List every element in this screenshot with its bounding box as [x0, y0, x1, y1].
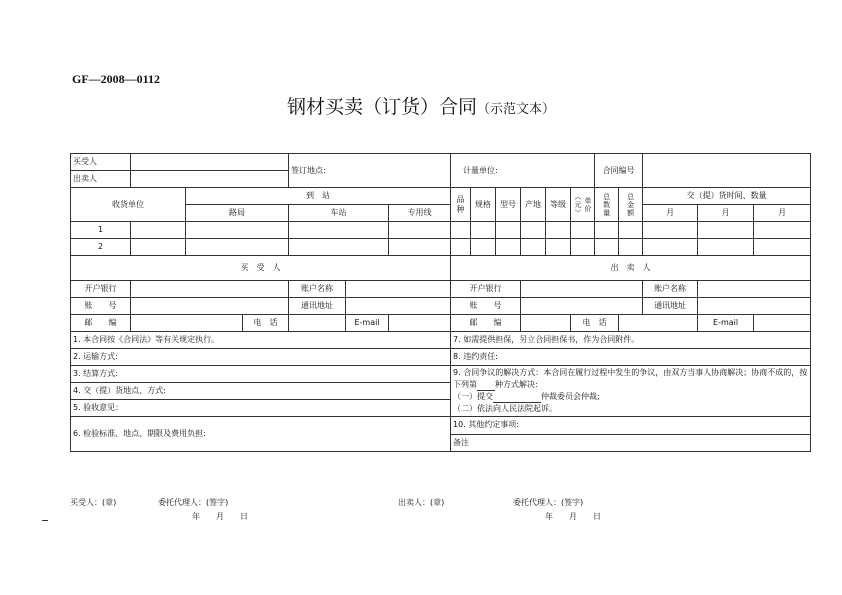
seller-email-label: E-mail	[698, 315, 754, 332]
term-6[interactable]: 6. 检验标准、地点、期限及费用负担:	[71, 417, 451, 452]
table-row	[71, 222, 811, 239]
month-cell[interactable]	[698, 222, 754, 239]
receiving-unit-cell[interactable]	[131, 222, 186, 239]
total-amount-cell[interactable]	[619, 239, 643, 256]
railway-cell[interactable]	[186, 239, 289, 256]
seller-account-name-field[interactable]	[698, 281, 811, 298]
line-cell[interactable]	[389, 239, 451, 256]
seller-section-title: 出 卖 人	[451, 256, 811, 281]
grade-cell[interactable]	[546, 239, 571, 256]
term-9-option-1b: 仲裁委员会仲裁;	[541, 392, 600, 401]
railway-header: 路局	[186, 205, 289, 222]
railway-cell[interactable]	[186, 222, 289, 239]
seller-agent-label: 委托代理人：(签字)	[513, 498, 584, 507]
title-main: 钢材买卖（订货）合同	[286, 96, 477, 118]
origin-cell[interactable]	[521, 222, 546, 239]
month-header-3: 月	[754, 205, 811, 222]
term-8[interactable]: 8. 违约责任:	[451, 349, 811, 366]
month-cell[interactable]	[754, 222, 811, 239]
price-cell[interactable]	[571, 222, 595, 239]
seller-phone-field[interactable]	[619, 315, 698, 332]
term-9-text: 9. 合同争议的解决方式：本合同在履行过程中发生的争议，由双方当事人协商解决；协商不成的，按下列第	[453, 368, 808, 389]
term-9-option-1: （一）提交	[453, 392, 494, 401]
buyer-address-field[interactable]	[346, 298, 451, 315]
price-header	[571, 188, 595, 222]
buyer-seal-label: 买受人：(章)	[70, 498, 117, 507]
spec-cell[interactable]	[471, 222, 496, 239]
buyer-email-field[interactable]	[389, 315, 451, 332]
term-5[interactable]: 5. 验收意见：	[71, 400, 451, 417]
row-number: 2	[71, 239, 131, 256]
receiving-unit-header: 收货单位	[71, 188, 186, 222]
model-header: 型号	[496, 188, 521, 222]
month-cell[interactable]	[643, 222, 698, 239]
total-qty-header-text: 总数量	[602, 192, 611, 217]
document-code: GF—2008—0112	[72, 72, 161, 86]
term-9-blank[interactable]	[477, 382, 495, 391]
spec-header: 规格	[471, 188, 496, 222]
buyer-account-name-field[interactable]	[346, 281, 451, 298]
remark[interactable]: 备注	[451, 434, 811, 452]
buyer-bank-label: 开户银行	[71, 281, 131, 298]
seller-postcode-field[interactable]	[521, 315, 571, 332]
term-9[interactable]	[451, 366, 811, 417]
station-cell[interactable]	[289, 222, 389, 239]
seller-bank-label: 开户银行	[451, 281, 521, 298]
term-3[interactable]: 3. 结算方式:	[71, 366, 451, 383]
variety-header: 品种	[451, 188, 471, 222]
buyer-phone-field[interactable]	[289, 315, 346, 332]
table-row	[71, 239, 811, 256]
model-cell[interactable]	[496, 222, 521, 239]
contract-no-label: 合同编号	[595, 154, 643, 188]
sign-place-label: 签订地点:	[289, 154, 451, 188]
seller-seal-label: 出卖人：(章)	[398, 498, 445, 507]
month-header-1: 月	[643, 205, 698, 222]
seller-account-no-label: 账 号	[451, 298, 521, 315]
buyer-section-title: 买 受 人	[71, 256, 451, 281]
contract-no-field[interactable]	[643, 154, 811, 188]
line-cell[interactable]	[389, 222, 451, 239]
month-cell[interactable]	[643, 239, 698, 256]
buyer-postcode-field[interactable]	[131, 315, 243, 332]
seller-account-no-field[interactable]	[521, 298, 643, 315]
seller-address-label: 通讯地址	[643, 298, 698, 315]
term-9-text-b: 种方式解决:	[495, 380, 538, 389]
total-qty-cell[interactable]	[595, 239, 619, 256]
seller-email-field[interactable]	[754, 315, 811, 332]
document-title	[0, 92, 842, 119]
buyer-field[interactable]	[131, 154, 289, 171]
unit-label: 计量单位:	[451, 154, 595, 188]
grade-cell[interactable]	[546, 222, 571, 239]
variety-cell[interactable]	[451, 222, 471, 239]
month-cell[interactable]	[698, 239, 754, 256]
seller-date-label: 年 月 日	[545, 512, 601, 521]
receiving-unit-cell[interactable]	[131, 239, 186, 256]
total-qty-cell[interactable]	[595, 222, 619, 239]
term-1: 1. 本合同按《合同法》等有关规定执行。	[71, 332, 451, 349]
term-2[interactable]: 2. 运输方式:	[71, 349, 451, 366]
buyer-bank-field[interactable]	[131, 281, 289, 298]
total-amount-header	[619, 188, 643, 222]
month-cell[interactable]	[754, 239, 811, 256]
seller-label: 出卖人	[71, 171, 131, 188]
total-amount-header-text: 总金额	[626, 192, 635, 217]
seller-postcode-label: 邮 编	[451, 315, 521, 332]
buyer-account-no-label: 账 号	[71, 298, 131, 315]
seller-bank-field[interactable]	[521, 281, 643, 298]
total-amount-cell[interactable]	[619, 222, 643, 239]
buyer-date-label: 年 月 日	[192, 512, 248, 521]
buyer-account-name-label: 账户名称	[289, 281, 346, 298]
total-qty-header	[595, 188, 619, 222]
station-header: 车站	[289, 205, 389, 222]
term-9-option-2: （二）依法向人民法院起诉。	[453, 404, 558, 413]
origin-cell[interactable]	[521, 239, 546, 256]
grade-header: 等级	[546, 188, 571, 222]
contract-table	[70, 153, 811, 452]
origin-header: 产地	[521, 188, 546, 222]
seller-address-field[interactable]	[698, 298, 811, 315]
price-cell[interactable]	[571, 239, 595, 256]
arbitration-blank[interactable]	[493, 394, 541, 403]
price-header-text: 单价（元）	[574, 192, 593, 217]
buyer-account-no-field[interactable]	[131, 298, 289, 315]
term-7: 7. 如需提供担保，另立合同担保书，作为合同附件。	[451, 332, 811, 349]
variety-cell[interactable]	[451, 239, 471, 256]
month-header-2: 月	[698, 205, 754, 222]
term-10[interactable]: 10. 其他约定事项:	[451, 417, 811, 435]
buyer-label: 买受人	[71, 154, 131, 171]
station-cell[interactable]	[289, 239, 389, 256]
buyer-address-label: 通讯地址	[289, 298, 346, 315]
row-number: 1	[71, 222, 131, 239]
term-4[interactable]: 4. 交（提）货地点、方式:	[71, 383, 451, 400]
title-sub: （示范文本）	[477, 102, 556, 117]
model-cell[interactable]	[496, 239, 521, 256]
seller-account-name-label: 账户名称	[643, 281, 698, 298]
delivery-header: 交（提）货时间、数量	[643, 188, 811, 205]
seller-field[interactable]	[131, 171, 289, 188]
buyer-email-label: E-mail	[346, 315, 389, 332]
seller-phone-label: 电 话	[571, 315, 619, 332]
buyer-postcode-label: 邮 编	[71, 315, 131, 332]
spec-cell[interactable]	[471, 239, 496, 256]
margin-dash	[42, 520, 48, 521]
buyer-phone-label: 电 话	[243, 315, 289, 332]
to-station-header: 到 站	[186, 188, 451, 205]
line-header: 专用线	[389, 205, 451, 222]
buyer-agent-label: 委托代理人：(签字)	[158, 498, 229, 507]
